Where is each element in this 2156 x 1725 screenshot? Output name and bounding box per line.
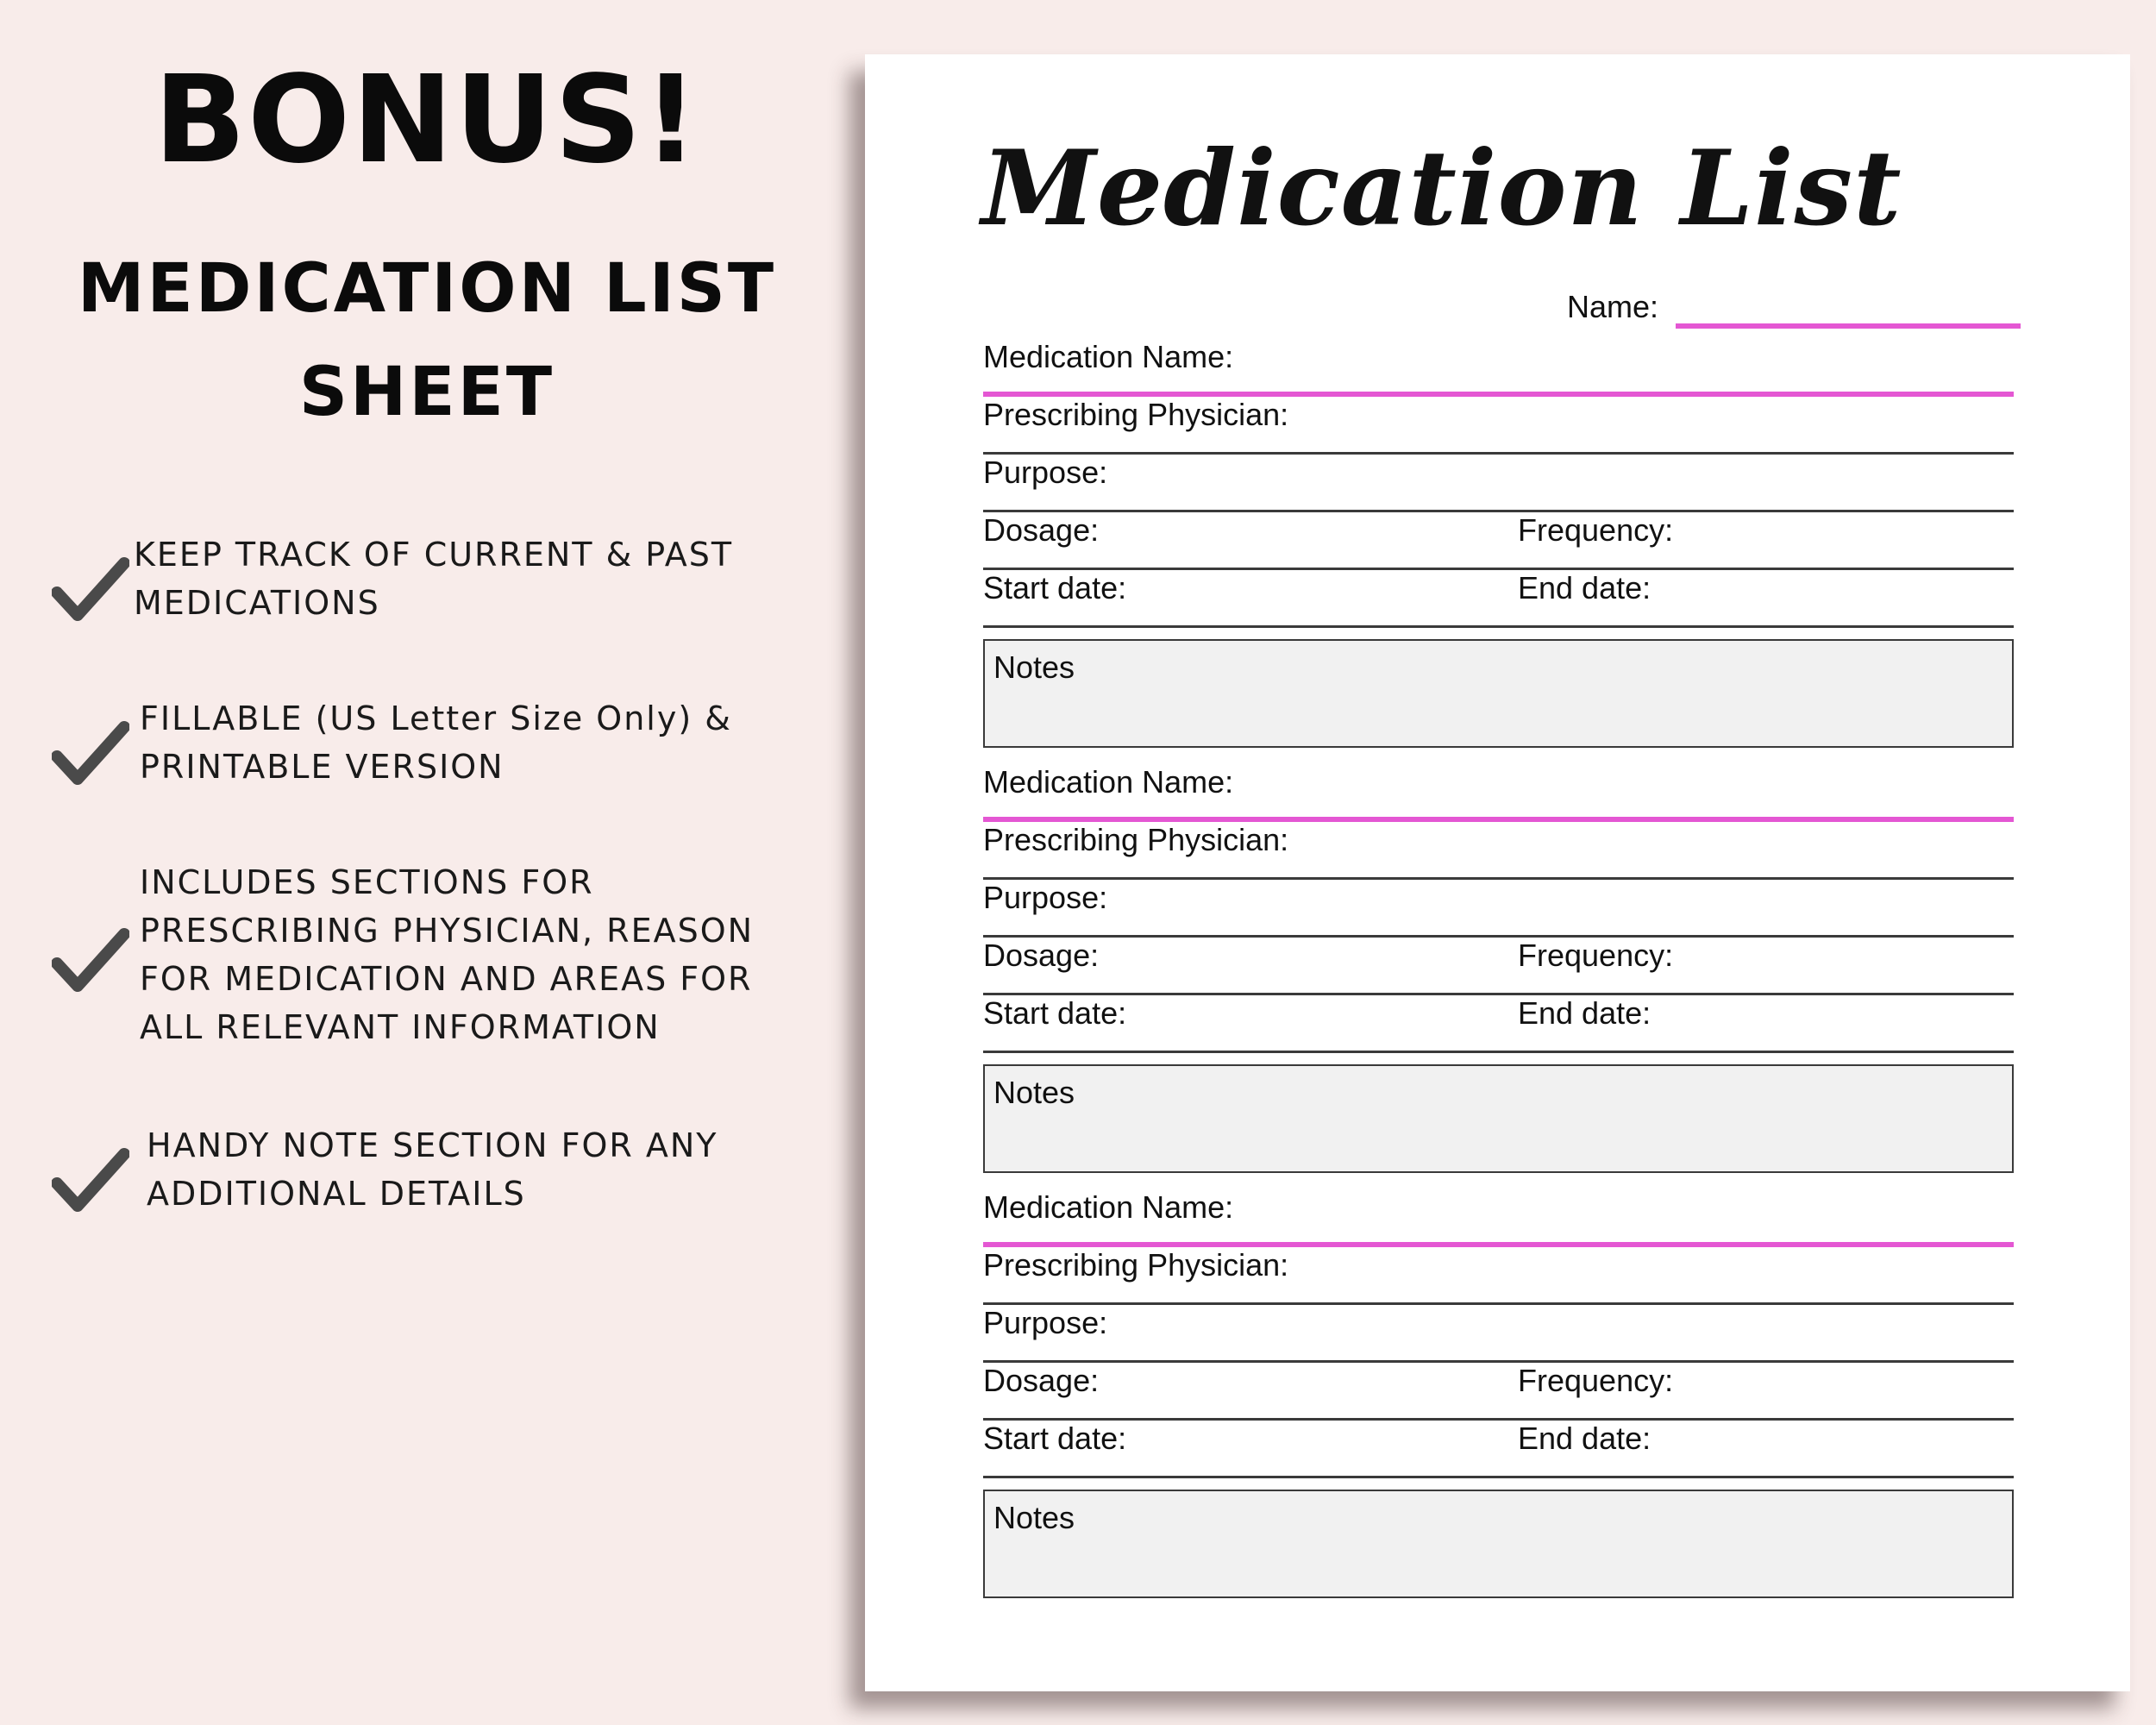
frequency-label: Frequency: xyxy=(1518,1363,1674,1398)
medication-name-label: Medication Name: xyxy=(983,339,1234,374)
notes-label: Notes xyxy=(993,1075,1075,1110)
dosage-frequency-field[interactable] xyxy=(983,512,2014,570)
bonus-headline: BONUS! xyxy=(154,50,700,191)
name-underline[interactable] xyxy=(1676,323,2021,329)
medication-name-label: Medication Name: xyxy=(983,1189,1234,1225)
prescribing-physician-field[interactable] xyxy=(983,822,2014,880)
medication-section xyxy=(983,339,2014,744)
medication-section xyxy=(983,1189,2014,1595)
purpose-label: Purpose: xyxy=(983,455,1108,490)
notes-label: Notes xyxy=(993,649,1075,685)
checkmark-icon xyxy=(52,1147,129,1216)
prescribing-physician-label: Prescribing Physician: xyxy=(983,1247,1289,1283)
dosage-label: Dosage: xyxy=(983,512,1100,548)
promo-panel xyxy=(0,0,854,1725)
prescribing-physician-field[interactable] xyxy=(983,397,2014,455)
field-underline xyxy=(983,1051,2014,1053)
date-field[interactable] xyxy=(983,1421,2014,1478)
prescribing-physician-field[interactable] xyxy=(983,1247,2014,1305)
name-field[interactable] xyxy=(1564,289,2021,332)
checkmark-icon xyxy=(52,720,129,789)
purpose-field[interactable] xyxy=(983,455,2014,512)
subtitle-line-2: SHEET xyxy=(298,354,555,431)
end-date-label: End date: xyxy=(1518,1421,1651,1456)
dosage-label: Dosage: xyxy=(983,938,1100,973)
checkmark-icon xyxy=(52,927,129,996)
medication-name-label: Medication Name: xyxy=(983,764,1234,800)
start-date-label: Start date: xyxy=(983,570,1127,605)
checkmark-icon xyxy=(52,556,129,625)
field-underline xyxy=(983,625,2014,628)
sheet-title: Medication List xyxy=(981,128,1902,249)
start-date-label: Start date: xyxy=(983,995,1127,1031)
notes-box[interactable] xyxy=(983,639,2014,748)
field-underline xyxy=(983,1476,2014,1478)
prescribing-physician-label: Prescribing Physician: xyxy=(983,397,1289,432)
medication-list-sheet xyxy=(865,54,2130,1691)
purpose-field[interactable] xyxy=(983,1305,2014,1363)
end-date-label: End date: xyxy=(1518,570,1651,605)
medication-name-field[interactable] xyxy=(983,339,2014,397)
prescribing-physician-label: Prescribing Physician: xyxy=(983,822,1289,857)
date-field[interactable] xyxy=(983,570,2014,628)
medication-name-field[interactable] xyxy=(983,1189,2014,1247)
feature-text: FILLABLE (US Letter Size Only) & PRINTABLE VERSION xyxy=(140,699,732,786)
dosage-frequency-field[interactable] xyxy=(983,1363,2014,1421)
feature-text: HANDY NOTE SECTION FOR ANY ADDITIONAL DETAILS xyxy=(147,1126,718,1213)
notes-box[interactable] xyxy=(983,1490,2014,1598)
purpose-field[interactable] xyxy=(983,880,2014,938)
frequency-label: Frequency: xyxy=(1518,938,1674,973)
end-date-label: End date: xyxy=(1518,995,1651,1031)
subtitle-line-1: MEDICATION LIST xyxy=(77,250,777,328)
start-date-label: Start date: xyxy=(983,1421,1127,1456)
feature-text: INCLUDES SECTIONS FOR PRESCRIBING PHYSICIAN, REASON FOR MEDICATION AND AREAS FOR ALL RELEVANT INFORMATION xyxy=(140,863,755,1046)
medication-name-field[interactable] xyxy=(983,764,2014,822)
name-label: Name: xyxy=(1566,289,1658,324)
dosage-frequency-field[interactable] xyxy=(983,938,2014,995)
medication-section xyxy=(983,764,2014,1170)
notes-label: Notes xyxy=(993,1500,1075,1535)
notes-box[interactable] xyxy=(983,1064,2014,1173)
feature-text: KEEP TRACK OF CURRENT & PAST MEDICATIONS xyxy=(134,536,734,622)
purpose-label: Purpose: xyxy=(983,1305,1108,1340)
date-field[interactable] xyxy=(983,995,2014,1053)
dosage-label: Dosage: xyxy=(983,1363,1100,1398)
purpose-label: Purpose: xyxy=(983,880,1108,915)
frequency-label: Frequency: xyxy=(1518,512,1674,548)
